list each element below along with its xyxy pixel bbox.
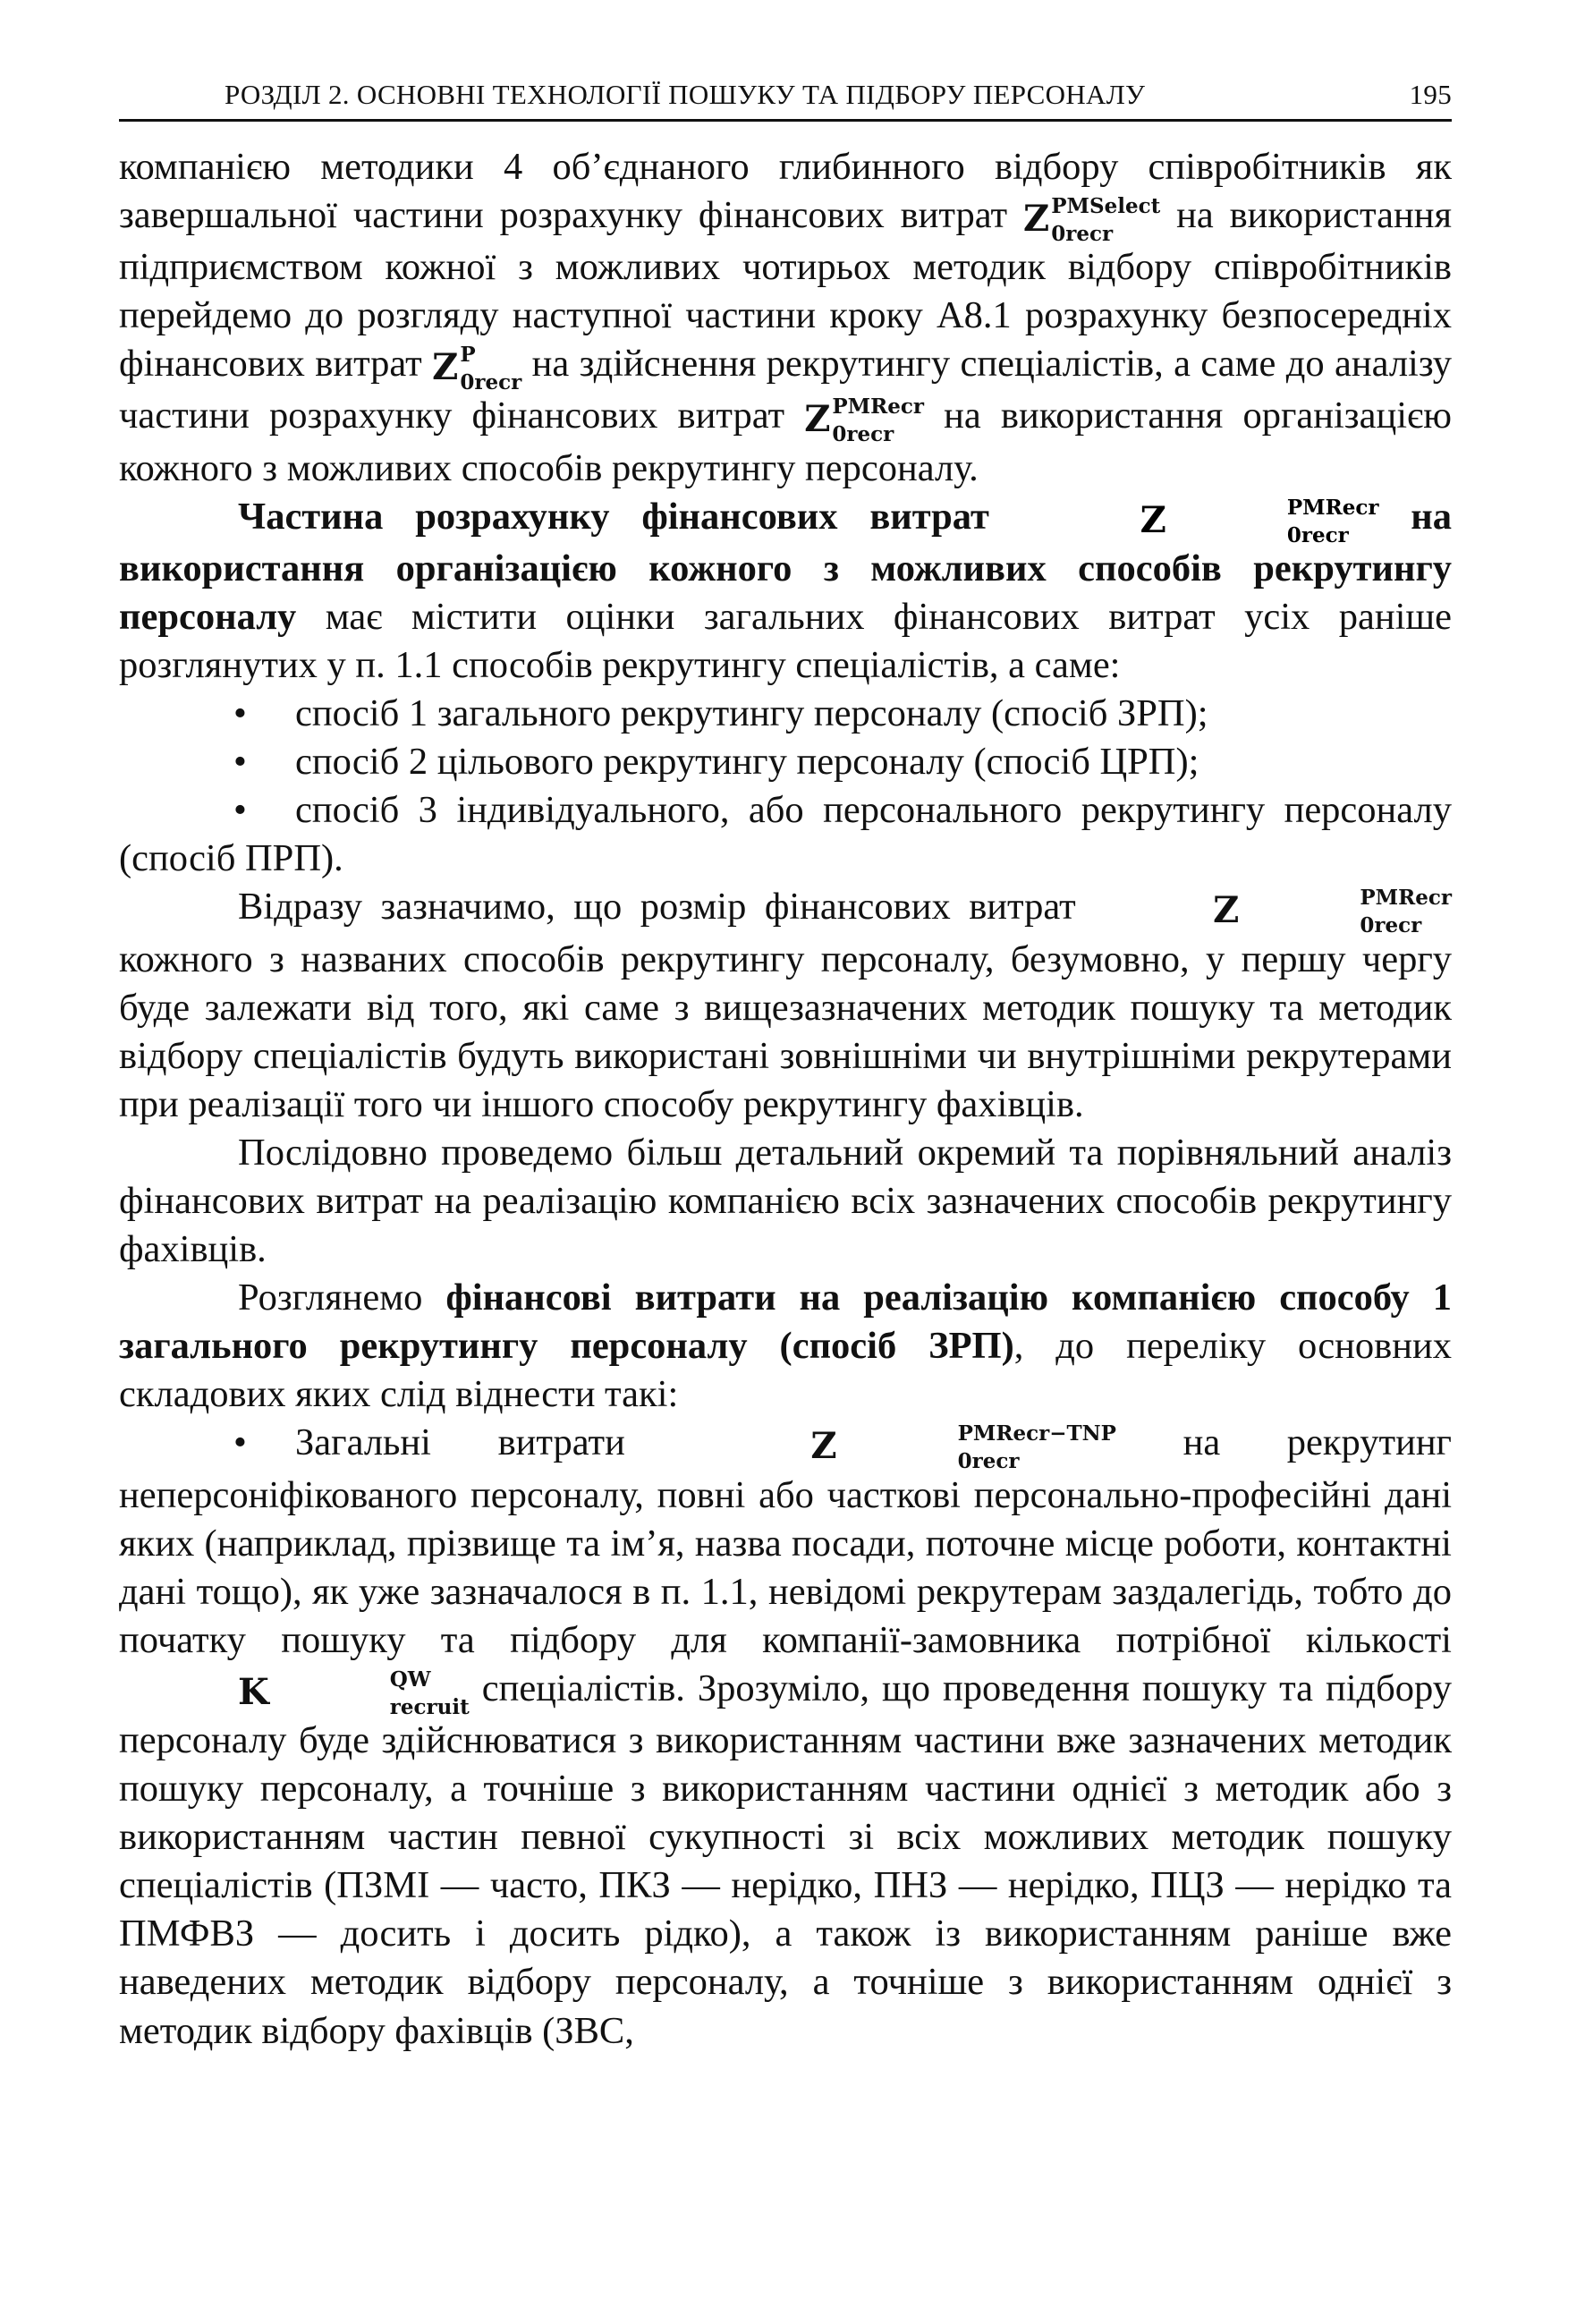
- list-item: • Загальні витрати Z PMRecr−TNP 0recr на рекрутинг неперсоніфікованого персоналу, повні або часткові персонально-професійні дані яких (наприклад, прізвище та ім’я, назва посади, поточне місце роботи, контактні дані тощо), як уже зазначалося в п. 1.1, невідомі рекрутерам заздалегідь, тобто до початку пошуку та підбору для компанії-замовника потрібної кількості K QW recruit спеціалістів. Зрозуміло, що проведення пошуку та підбору персоналу буде здійснюватися з використанням частини вже зазначених методик пошуку персоналу, а точніше з використанням частини однієї з методик або з використанням частин певної сукупності зі всіх можливих методик пошуку спеціалістів (ПЗМІ — часто, ПКЗ — нерідко, ПНЗ — нерідко, ПЦЗ — нерідко та ПМФВЗ — досить і досить рідко), а також із використанням раніше вже наведених методик відбору персоналу, а точніше з використанням однієї з методик відбору фахівців (ЗВС,: [119, 1419, 1452, 2055]
- formula-k-qw: K QW recruit: [238, 1667, 470, 1719]
- running-header: [119, 73, 1452, 120]
- bullet-icon: •: [233, 1421, 247, 1464]
- bullet-icon: •: [233, 741, 247, 784]
- list-item: • спосіб 2 цільового рекрутингу персоналу (спосіб ЦРП);: [119, 738, 1452, 786]
- formula-z-p: Z P 0recr: [432, 343, 522, 395]
- formula-z-pmrecr: Z PMRecr 0recr: [804, 394, 925, 447]
- section-title: РОЗДІЛ 2. ОСНОВНІ ТЕХНОЛОГІЇ ПОШУКУ ТА ПІДБОРУ ПЕРСОНАЛУ: [225, 79, 1146, 110]
- page-number: 195: [1409, 79, 1452, 110]
- formula-z-pmrecr-tnp: Z PMRecr−TNP 0recr: [810, 1421, 1116, 1474]
- bullet-icon: •: [233, 789, 247, 832]
- paragraph: Послідовно проведемо більш детальний окремий та порівняльний аналіз фінансових витрат на реалізацію компанією всіх зазначених способів рекрутингу фахівців.: [119, 1131, 1452, 1271]
- formula-z-pmrecr: Z PMRecr 0recr: [1213, 886, 1452, 938]
- paragraph: Відразу зазначимо, що розмір фінансових витрат Z PMRecr 0recr кожного з названих способів рекрутингу персоналу, безумовно, у першу чергу буде залежати від того, які саме з вищезазначених методик пошуку та методик відбору спеціалістів будуть використані зовнішніми чи внутрішніми рекрутерами при реалізації того чи іншого способу рекрутингу фахівців.: [119, 886, 1452, 1125]
- list-item: • спосіб 1 загального рекрутингу персоналу (спосіб ЗРП);: [119, 690, 1452, 738]
- formula-z-pmselect: Z PMSelect 0recr: [1023, 194, 1161, 247]
- body-text: [119, 143, 1452, 2056]
- list-item: • спосіб 3 індивідуального, або персонального рекрутингу персоналу (спосіб ПРП).: [119, 786, 1452, 883]
- paragraph: Частина розрахунку фінансових витрат Z PMRecr 0recr на використання організацією кожного з можливих способів рекрутингу персоналу має містити оцінки загальних фінансових витрат усіх раніше розглянутих у п. 1.1 способів рекрутингу спеціалістів, а саме:: [119, 495, 1452, 686]
- formula-z-pmrecr: Z PMRecr 0recr: [1140, 495, 1379, 547]
- paragraph: Розглянемо фінансові витрати на реалізацію компанією способу 1 загального рекрутингу персоналу (спосіб ЗРП), до переліку основних складових яких слід віднести такі:: [119, 1277, 1452, 1416]
- paragraph: компанією методики 4 об’єднаного глибинного відбору співробітників як завершальної частини розрахунку фінансових витрат Z PMSelect 0recr на використання підприємством кожної з можливих чотирьох методик відбору співробітників перейдемо до розгляду наступної частини кроку А8.1 розрахунку безпосередніх фінансових витрат Z P 0recr на здійснення рекрутингу спеціалістів, а саме до аналізу частини розрахунку фінансових витрат Z PMRecr 0recr на використання організацією кожного з можливих способів рекрутингу персоналу.: [119, 146, 1453, 489]
- header-rule: [119, 119, 1452, 122]
- bullet-icon: •: [233, 692, 247, 735]
